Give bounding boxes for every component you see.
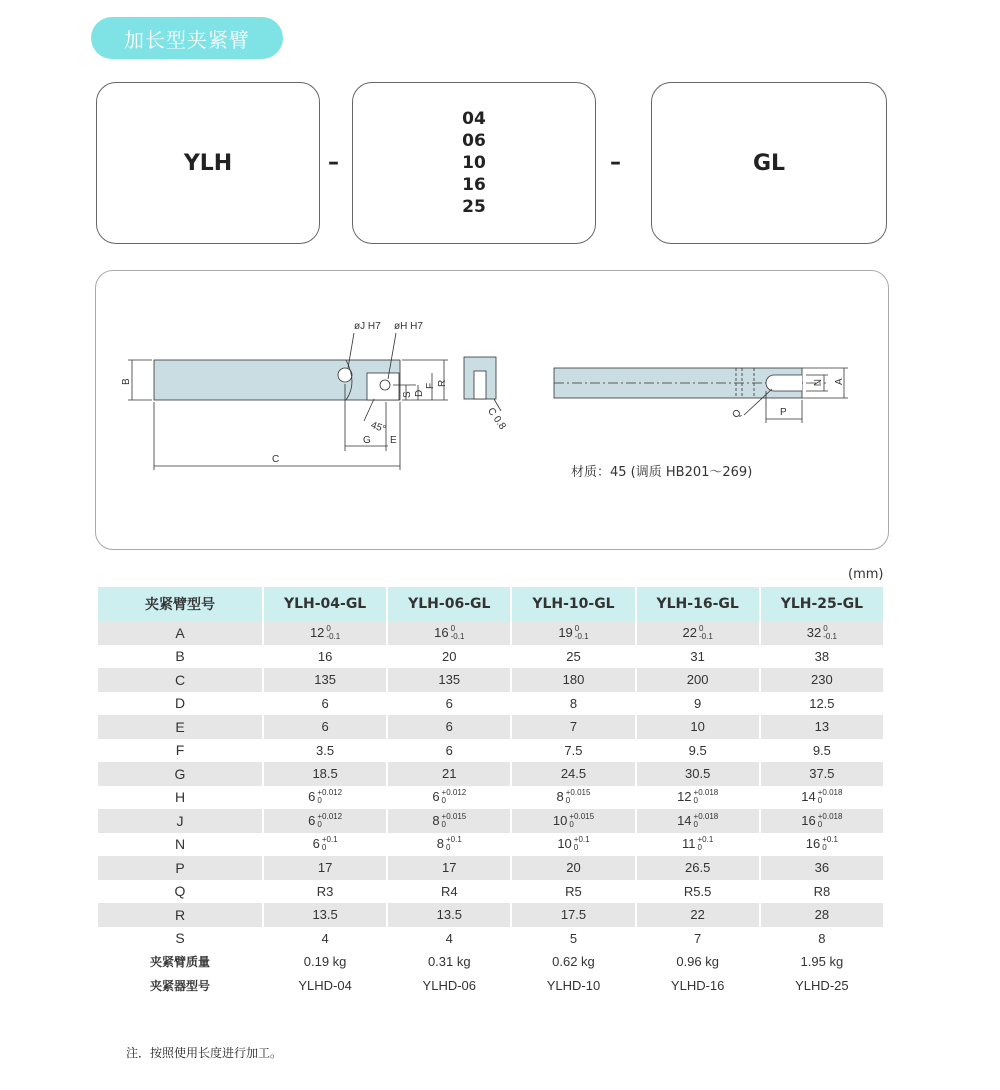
cell-value: 3.5 bbox=[316, 742, 335, 758]
table-cell bbox=[263, 833, 387, 857]
tolerance-upper: +0.1 bbox=[573, 835, 590, 845]
cell-value: 7.5 bbox=[564, 742, 583, 758]
table-cell bbox=[387, 621, 511, 645]
table-cell bbox=[263, 762, 387, 786]
cell-value: 6 bbox=[445, 742, 453, 758]
cell-value: YLHD-10 bbox=[546, 977, 601, 993]
size-option: 04 bbox=[462, 109, 486, 129]
table-body bbox=[98, 621, 884, 997]
tolerance-lower: 0 bbox=[573, 843, 579, 853]
code-separator: – bbox=[328, 150, 339, 175]
tolerance-upper: +0.018 bbox=[817, 811, 843, 821]
label-e: E bbox=[390, 435, 397, 446]
cell-value: 17 bbox=[442, 860, 457, 876]
table-cell bbox=[511, 950, 635, 974]
cell-value: 13.5 bbox=[436, 907, 462, 923]
table-cell bbox=[636, 692, 760, 716]
table-cell bbox=[511, 621, 635, 645]
table-row bbox=[98, 786, 884, 810]
header-model: YLH-25-GL bbox=[760, 587, 884, 621]
table-cell bbox=[511, 903, 635, 927]
table-row bbox=[98, 833, 884, 857]
cell-value: 24.5 bbox=[560, 766, 587, 782]
tolerance-upper: 0 bbox=[823, 623, 828, 633]
size-option: 25 bbox=[462, 197, 486, 217]
cell-value: 9.5 bbox=[812, 742, 831, 758]
cell-value: 13 bbox=[814, 719, 830, 735]
tolerance bbox=[699, 625, 713, 641]
cell-value: 230 bbox=[811, 672, 833, 688]
material-note: 材质：45 (调质 HB201～269) bbox=[571, 465, 753, 480]
tolerance-upper: 0 bbox=[450, 623, 456, 633]
row-label: Q bbox=[98, 880, 263, 904]
table-cell bbox=[636, 833, 760, 857]
cell-value: YLHD-25 bbox=[795, 977, 849, 993]
cell-value: 22 bbox=[682, 624, 697, 640]
tolerance bbox=[575, 625, 589, 641]
table-cell bbox=[760, 739, 884, 763]
table-cell bbox=[760, 903, 884, 927]
table-cell bbox=[636, 715, 760, 739]
cell-value: 20 bbox=[566, 860, 581, 876]
table-cell bbox=[636, 762, 760, 786]
tolerance bbox=[818, 813, 843, 829]
table-cell bbox=[511, 692, 635, 716]
cell-value: 36 bbox=[814, 860, 830, 876]
tolerance-lower: 0 bbox=[441, 796, 446, 806]
tolerance bbox=[698, 836, 714, 852]
cell-value: YLHD-06 bbox=[422, 977, 477, 993]
header-model: YLH-10-GL bbox=[511, 587, 635, 621]
table-cell bbox=[387, 856, 511, 880]
table-cell bbox=[387, 715, 511, 739]
cell-value: 8 bbox=[432, 812, 440, 828]
technical-drawing bbox=[96, 271, 888, 549]
drawing-panel bbox=[95, 270, 889, 550]
table-cell bbox=[636, 950, 760, 974]
table-cell bbox=[263, 621, 387, 645]
tolerance bbox=[694, 789, 719, 805]
label-angle: 45° bbox=[369, 419, 388, 436]
label-s: S bbox=[402, 391, 413, 398]
cell-value: 6 bbox=[308, 812, 316, 828]
table-cell bbox=[387, 833, 511, 857]
table-cell bbox=[636, 927, 760, 951]
section-title: 加长型夹紧臂 bbox=[91, 17, 283, 59]
tolerance-lower: 0 bbox=[817, 796, 823, 806]
row-label: A bbox=[98, 621, 263, 645]
header-model: YLH-06-GL bbox=[387, 587, 511, 621]
table-cell bbox=[760, 856, 884, 880]
tolerance-lower: -0.1 bbox=[326, 631, 341, 641]
cell-value: R4 bbox=[440, 883, 458, 899]
label-f: F bbox=[425, 382, 436, 389]
tolerance-lower: 0 bbox=[822, 843, 827, 853]
cell-value: 10 bbox=[552, 812, 568, 828]
table-cell bbox=[387, 786, 511, 810]
table-cell bbox=[263, 645, 387, 669]
row-label: 夹紧器型号 bbox=[98, 974, 263, 998]
tolerance-lower: 0 bbox=[441, 819, 446, 829]
cell-value: 13.5 bbox=[312, 907, 338, 923]
tolerance-lower: 0 bbox=[321, 843, 327, 853]
table-cell bbox=[760, 809, 884, 833]
table-cell bbox=[387, 903, 511, 927]
label-g: G bbox=[363, 435, 371, 446]
table-cell bbox=[760, 950, 884, 974]
code-size-box bbox=[352, 82, 596, 244]
tolerance-lower: -0.1 bbox=[450, 631, 465, 641]
cell-value: 14 bbox=[677, 812, 692, 828]
cell-value: 32 bbox=[806, 624, 822, 640]
cell-value: 6 bbox=[432, 789, 440, 805]
header-model-label: 夹紧臂型号 bbox=[98, 587, 263, 621]
cell-value: 30.5 bbox=[685, 766, 711, 782]
label-n: N bbox=[811, 379, 822, 387]
cell-value: R5 bbox=[565, 883, 582, 899]
table-cell bbox=[511, 715, 635, 739]
table-cell bbox=[387, 645, 511, 669]
tolerance-upper: +0.012 bbox=[317, 811, 343, 821]
cell-value: 7 bbox=[694, 930, 702, 946]
table-cell bbox=[263, 856, 387, 880]
tolerance-lower: 0 bbox=[697, 843, 702, 853]
tolerance bbox=[326, 625, 340, 641]
tolerance bbox=[451, 625, 465, 641]
table-cell bbox=[636, 856, 760, 880]
tolerance bbox=[569, 813, 594, 829]
cell-value: 8 bbox=[556, 789, 564, 805]
cell-value: 200 bbox=[686, 672, 709, 688]
cell-value: 6 bbox=[445, 695, 453, 711]
table-cell bbox=[387, 809, 511, 833]
tolerance-upper: +0.015 bbox=[569, 811, 595, 821]
tolerance bbox=[823, 625, 837, 641]
cell-value: 14 bbox=[801, 789, 816, 805]
table-cell bbox=[387, 880, 511, 904]
row-label: 夹紧臂质量 bbox=[98, 950, 263, 974]
cell-value: 6 bbox=[445, 719, 453, 735]
row-label: G bbox=[98, 762, 263, 786]
tolerance-upper: +0.1 bbox=[446, 835, 462, 845]
tolerance bbox=[446, 836, 462, 852]
cell-value: 0.62 kg bbox=[552, 954, 595, 970]
cell-value: YLHD-16 bbox=[670, 977, 725, 993]
cell-value: 6 bbox=[312, 836, 320, 852]
table-cell bbox=[636, 621, 760, 645]
tolerance bbox=[822, 836, 838, 852]
tolerance-upper: +0.1 bbox=[321, 835, 338, 845]
cell-value: 12 bbox=[677, 789, 692, 805]
table-cell bbox=[387, 692, 511, 716]
table-cell bbox=[511, 927, 635, 951]
tolerance bbox=[442, 789, 467, 805]
table-cell bbox=[263, 739, 387, 763]
cell-value: 16 bbox=[805, 836, 821, 852]
cell-value: 7 bbox=[569, 719, 578, 735]
label-a: A bbox=[834, 378, 845, 385]
code-separator: – bbox=[610, 150, 621, 175]
table-cell bbox=[387, 668, 511, 692]
tolerance-upper: +0.1 bbox=[697, 835, 714, 845]
tolerance-lower: -0.1 bbox=[698, 631, 713, 641]
cell-value: 16 bbox=[801, 812, 816, 828]
tolerance-lower: 0 bbox=[693, 796, 698, 806]
tolerance-upper: +0.1 bbox=[822, 835, 838, 845]
row-label: J bbox=[98, 809, 263, 833]
cell-value: 180 bbox=[562, 672, 585, 688]
label-phi-j: øJ H7 bbox=[354, 321, 381, 332]
tolerance-lower: 0 bbox=[446, 843, 451, 853]
cell-value: 8 bbox=[569, 695, 578, 711]
table-cell bbox=[511, 809, 635, 833]
size-option: 10 bbox=[462, 153, 486, 173]
tolerance-lower: 0 bbox=[565, 796, 571, 806]
label-b: B bbox=[121, 378, 132, 385]
tolerance bbox=[574, 836, 590, 852]
tolerance bbox=[322, 836, 338, 852]
cell-value: 19 bbox=[558, 624, 573, 640]
table-cell bbox=[636, 974, 760, 998]
table-cell bbox=[263, 786, 387, 810]
table-cell bbox=[387, 974, 511, 998]
table-cell bbox=[760, 762, 884, 786]
table-cell bbox=[760, 833, 884, 857]
cell-value: 17 bbox=[317, 860, 333, 876]
tolerance-upper: +0.012 bbox=[317, 788, 343, 798]
tolerance-lower: -0.1 bbox=[574, 631, 589, 641]
cell-value: 12.5 bbox=[809, 695, 835, 711]
table-cell bbox=[760, 715, 884, 739]
table-cell bbox=[511, 856, 635, 880]
table-cell bbox=[263, 668, 387, 692]
cell-value: 31 bbox=[690, 648, 705, 664]
size-option: 06 bbox=[462, 131, 486, 151]
code-suffix-box bbox=[651, 82, 887, 244]
table-row bbox=[98, 692, 884, 716]
table-row bbox=[98, 856, 884, 880]
cell-value: 22 bbox=[690, 907, 705, 923]
cell-value: 16 bbox=[317, 648, 333, 664]
cell-value: YLHD-04 bbox=[298, 977, 352, 993]
tolerance-upper: 0 bbox=[326, 623, 331, 633]
table-cell bbox=[760, 974, 884, 998]
table-cell bbox=[387, 950, 511, 974]
code-prefix: YLH bbox=[183, 150, 233, 176]
tolerance-upper: +0.015 bbox=[441, 811, 467, 821]
row-label: F bbox=[98, 739, 263, 763]
table-row bbox=[98, 621, 884, 645]
cell-value: 9.5 bbox=[688, 742, 707, 758]
row-label: S bbox=[98, 927, 263, 951]
cell-value: 135 bbox=[314, 672, 336, 688]
cell-value: 11 bbox=[682, 836, 696, 852]
cell-value: R3 bbox=[316, 883, 334, 899]
label-p: P bbox=[780, 407, 787, 418]
row-label: E bbox=[98, 715, 263, 739]
tolerance-upper: +0.018 bbox=[817, 788, 843, 798]
tolerance-upper: +0.015 bbox=[565, 788, 591, 798]
table-cell bbox=[760, 621, 884, 645]
table-row bbox=[98, 645, 884, 669]
tolerance-upper: +0.018 bbox=[693, 811, 719, 821]
header-model: YLH-16-GL bbox=[636, 587, 760, 621]
table-cell bbox=[636, 903, 760, 927]
cell-value: R5.5 bbox=[683, 883, 712, 899]
table-cell bbox=[636, 786, 760, 810]
tolerance-upper: +0.012 bbox=[441, 788, 467, 798]
tolerance-upper: 0 bbox=[698, 623, 704, 633]
table-row bbox=[98, 974, 884, 998]
cell-value: 0.31 kg bbox=[427, 954, 471, 970]
table-cell bbox=[511, 739, 635, 763]
table-cell bbox=[387, 739, 511, 763]
cell-value: 17.5 bbox=[560, 907, 587, 923]
table-cell bbox=[511, 645, 635, 669]
table-row bbox=[98, 739, 884, 763]
row-label: N bbox=[98, 833, 263, 857]
table-cell bbox=[263, 974, 387, 998]
table-cell bbox=[760, 880, 884, 904]
size-option: 16 bbox=[462, 175, 486, 195]
cell-value: 6 bbox=[321, 719, 329, 735]
cell-value: 18.5 bbox=[312, 766, 338, 782]
tolerance-lower: 0 bbox=[693, 819, 698, 829]
label-q: Q bbox=[730, 407, 744, 421]
spec-table bbox=[98, 587, 885, 997]
table-cell bbox=[263, 927, 387, 951]
cell-value: 1.95 kg bbox=[800, 954, 844, 970]
table-cell bbox=[263, 809, 387, 833]
header-model: YLH-04-GL bbox=[263, 587, 387, 621]
table-row bbox=[98, 903, 884, 927]
table-cell bbox=[636, 668, 760, 692]
cell-value: 20 bbox=[442, 648, 457, 664]
label-phi-h: øH H7 bbox=[394, 321, 423, 332]
cell-value: 4 bbox=[445, 930, 453, 946]
table-cell bbox=[263, 692, 387, 716]
table-cell bbox=[511, 668, 635, 692]
table-cell bbox=[511, 880, 635, 904]
table-cell bbox=[636, 645, 760, 669]
footnote: 注．按照使用长度进行加工。 bbox=[126, 1046, 283, 1060]
table-row bbox=[98, 880, 884, 904]
label-d: D bbox=[414, 389, 425, 397]
tolerance bbox=[317, 789, 342, 805]
tolerance bbox=[818, 789, 843, 805]
table-cell bbox=[387, 927, 511, 951]
table-cell bbox=[511, 974, 635, 998]
row-label: P bbox=[98, 856, 263, 880]
tolerance-lower: 0 bbox=[317, 819, 322, 829]
cell-value: 28 bbox=[814, 907, 830, 923]
cell-value: 5 bbox=[569, 930, 578, 946]
cell-value: 25 bbox=[566, 648, 581, 664]
cell-value: 12 bbox=[309, 624, 325, 640]
table-cell bbox=[760, 692, 884, 716]
cell-value: 6 bbox=[321, 695, 329, 711]
cell-value: 8 bbox=[818, 930, 826, 946]
cell-value: 38 bbox=[814, 648, 830, 664]
table-cell bbox=[263, 880, 387, 904]
table-cell bbox=[760, 668, 884, 692]
table-row bbox=[98, 809, 884, 833]
cell-value: 0.96 kg bbox=[676, 954, 719, 970]
table-cell bbox=[263, 715, 387, 739]
cell-value: 9 bbox=[694, 695, 702, 711]
label-c: C bbox=[272, 454, 280, 465]
code-prefix-box bbox=[96, 82, 320, 244]
tolerance-lower: -0.1 bbox=[823, 631, 837, 641]
code-suffix: GL bbox=[752, 150, 786, 176]
row-label: B bbox=[98, 645, 263, 669]
tolerance bbox=[317, 813, 342, 829]
table-row bbox=[98, 762, 884, 786]
table-cell bbox=[760, 927, 884, 951]
table-row bbox=[98, 950, 884, 974]
cell-value: 10 bbox=[690, 719, 705, 735]
table-cell bbox=[636, 739, 760, 763]
cell-value: 6 bbox=[308, 789, 316, 805]
cell-value: 10 bbox=[557, 836, 572, 852]
row-label: D bbox=[98, 692, 263, 716]
cell-value: R8 bbox=[813, 883, 831, 899]
table-cell bbox=[263, 950, 387, 974]
tolerance-lower: 0 bbox=[817, 819, 823, 829]
label-r: R bbox=[437, 379, 448, 387]
row-label: R bbox=[98, 903, 263, 927]
tolerance-lower: 0 bbox=[317, 796, 322, 806]
table-header-row bbox=[98, 587, 884, 621]
table-cell bbox=[636, 880, 760, 904]
cell-value: 8 bbox=[436, 836, 444, 852]
label-chamfer: C 0.8 bbox=[485, 405, 508, 432]
table-row bbox=[98, 668, 884, 692]
tolerance bbox=[694, 813, 719, 829]
table-cell bbox=[760, 786, 884, 810]
tolerance bbox=[566, 789, 591, 805]
row-label: H bbox=[98, 786, 263, 810]
cell-value: 135 bbox=[438, 672, 461, 688]
table-cell bbox=[636, 809, 760, 833]
table-cell bbox=[511, 833, 635, 857]
cell-value: 0.19 kg bbox=[303, 954, 347, 970]
tolerance-upper: 0 bbox=[574, 623, 580, 633]
table-cell bbox=[263, 903, 387, 927]
table-cell bbox=[387, 762, 511, 786]
tolerance-upper: +0.018 bbox=[693, 788, 719, 798]
tolerance bbox=[442, 813, 467, 829]
table-row bbox=[98, 927, 884, 951]
table-cell bbox=[760, 645, 884, 669]
row-label: C bbox=[98, 668, 263, 692]
cell-value: 26.5 bbox=[685, 860, 711, 876]
cell-value: 37.5 bbox=[809, 766, 835, 782]
unit-label: (mm) bbox=[848, 567, 884, 582]
cell-value: 16 bbox=[434, 624, 449, 640]
table-cell bbox=[511, 786, 635, 810]
cell-value: 4 bbox=[321, 930, 329, 946]
table-cell bbox=[511, 762, 635, 786]
table-row bbox=[98, 715, 884, 739]
cell-value: 21 bbox=[442, 766, 457, 782]
tolerance-lower: 0 bbox=[569, 819, 574, 829]
